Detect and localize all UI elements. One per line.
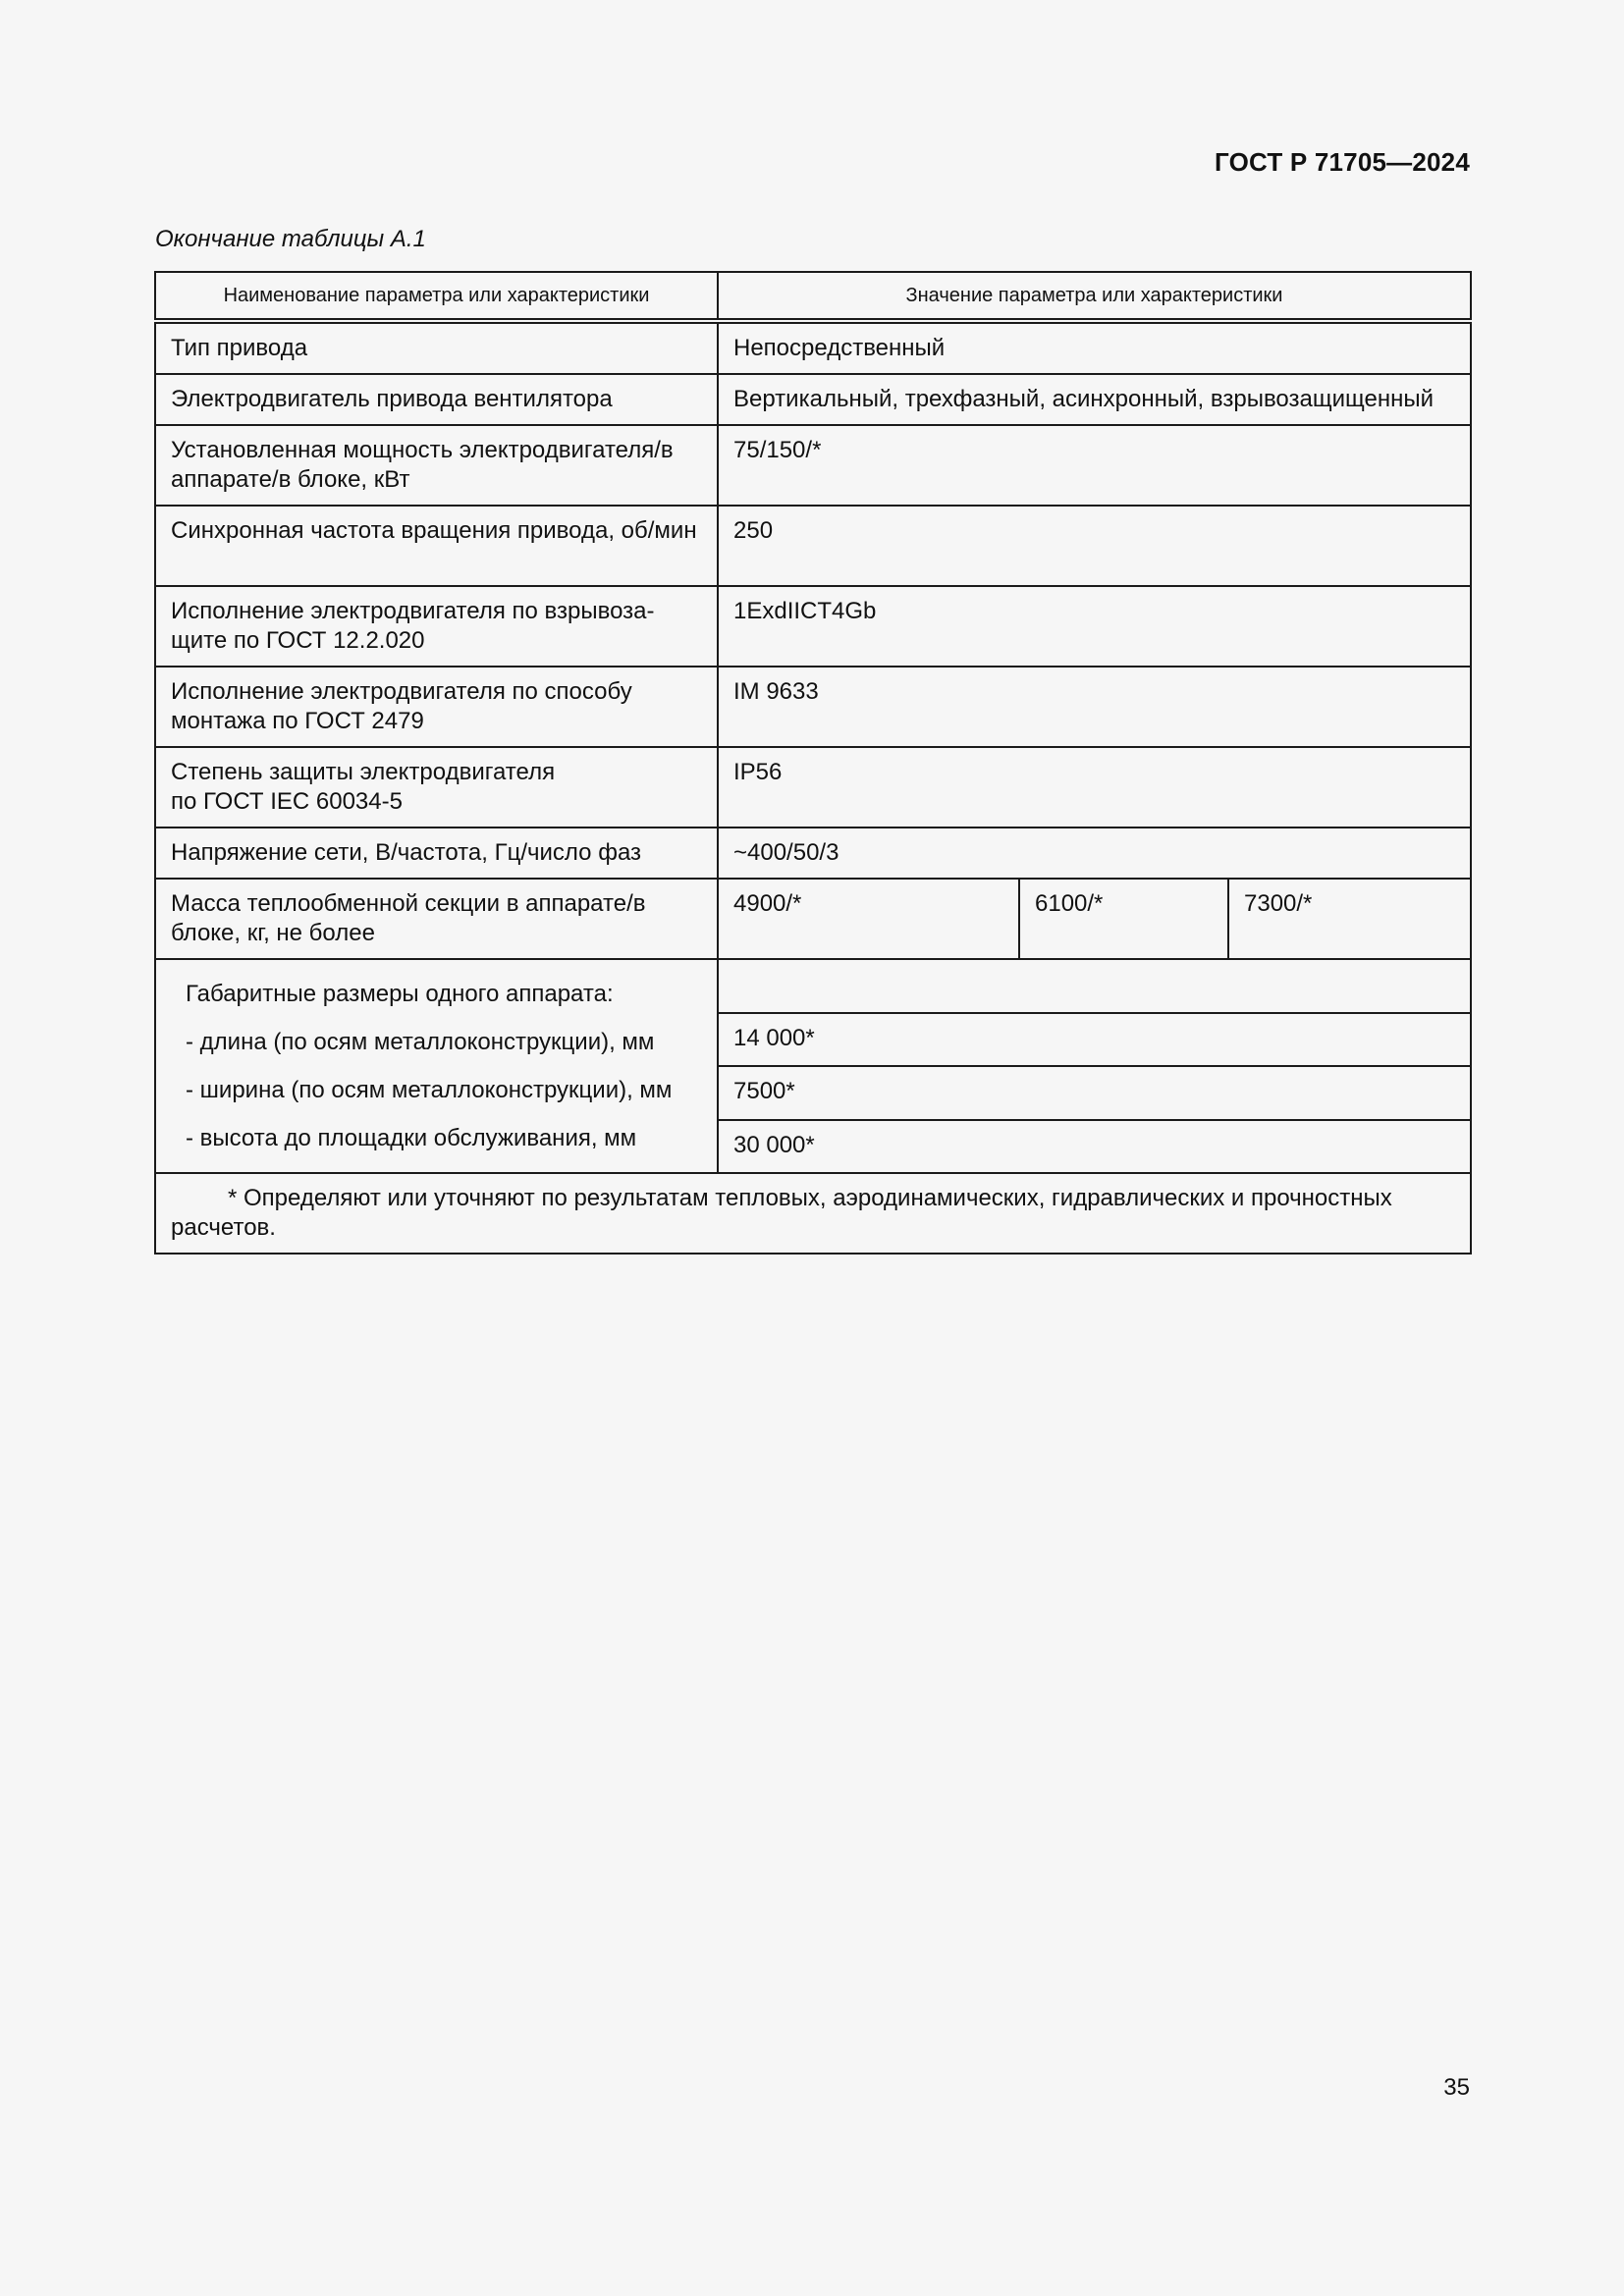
dimensions-title: Габаритные размеры одного аппарата: <box>186 981 614 1007</box>
table-row <box>155 667 1471 747</box>
dimensions-blank-value <box>718 959 1471 1013</box>
param-value: 4900/* <box>718 879 1019 959</box>
param-value: ~400/50/3 <box>718 828 1471 879</box>
param-value: Вертикальный, трехфазный, асинхронный, взрывозащищенный <box>718 374 1471 425</box>
table-footnote: * Определяют или уточняют по результатам тепловых, аэродинамических, гидравлических и прочностных расчетов. <box>155 1173 1471 1254</box>
param-value: 250 <box>718 506 1471 586</box>
param-value: 75/150/* <box>718 425 1471 506</box>
dimension-length-label: - длина (по осям металлоконструкции), мм <box>186 1029 655 1055</box>
param-name: Исполнение электродвигателя по взрывозащите по ГОСТ 12.2.020 <box>155 586 718 667</box>
param-name: Масса теплообменной секции в аппарате/в блоке, кг, не более <box>155 879 718 959</box>
param-name: Тип привода <box>155 321 718 374</box>
table-row <box>155 506 1471 586</box>
param-value: 7300/* <box>1228 879 1471 959</box>
dimension-width-label: - ширина (по осям металлоконструкции), мм <box>186 1077 673 1103</box>
param-name: Исполнение электродвигателя по способу монтажа по ГОСТ 2479 <box>155 667 718 747</box>
param-value: IP56 <box>718 747 1471 828</box>
table-row <box>155 879 1471 959</box>
dimension-height-value: 30 000* <box>718 1120 1471 1174</box>
param-value: 1ExdIICT4Gb <box>718 586 1471 667</box>
page-number: 35 <box>1443 2074 1470 2101</box>
param-name <box>155 747 718 828</box>
param-value: IM 9633 <box>718 667 1471 747</box>
param-name-line: по ГОСТ IEC 60034-5 <box>171 788 403 815</box>
param-name: Установленная мощность электродвигателя/в аппарате/в блоке, кВт <box>155 425 718 506</box>
table-row <box>155 828 1471 879</box>
document-code: ГОСТ Р 71705—2024 <box>1215 147 1470 177</box>
table-header-row <box>155 272 1471 321</box>
table-row <box>155 747 1471 828</box>
column-header-value: Значение параметра или характеристики <box>718 272 1471 321</box>
dimensions-row <box>155 959 1471 1013</box>
specification-table <box>154 271 1472 1255</box>
param-name: Электродвигатель привода вентилятора <box>155 374 718 425</box>
dimension-length-value: 14 000* <box>718 1013 1471 1067</box>
table-row <box>155 321 1471 374</box>
param-name-line: Степень защиты электродвигателя <box>171 759 556 785</box>
column-header-parameter: Наименование параметра или характеристики <box>155 272 718 321</box>
param-name: Синхронная частота вращения привода, об/мин <box>155 506 718 586</box>
dimensions-label-cell <box>155 959 718 1173</box>
table-row <box>155 586 1471 667</box>
dimension-width-value: 7500* <box>718 1066 1471 1120</box>
param-value: Непосредственный <box>718 321 1471 374</box>
param-value: 6100/* <box>1019 879 1228 959</box>
footnote-row <box>155 1173 1471 1254</box>
table-row <box>155 374 1471 425</box>
param-name: Напряжение сети, В/частота, Гц/число фаз <box>155 828 718 879</box>
table-row <box>155 425 1471 506</box>
table-caption: Окончание таблицы А.1 <box>155 226 426 252</box>
dimension-height-label: - высота до площадки обслуживания, мм <box>186 1125 637 1151</box>
